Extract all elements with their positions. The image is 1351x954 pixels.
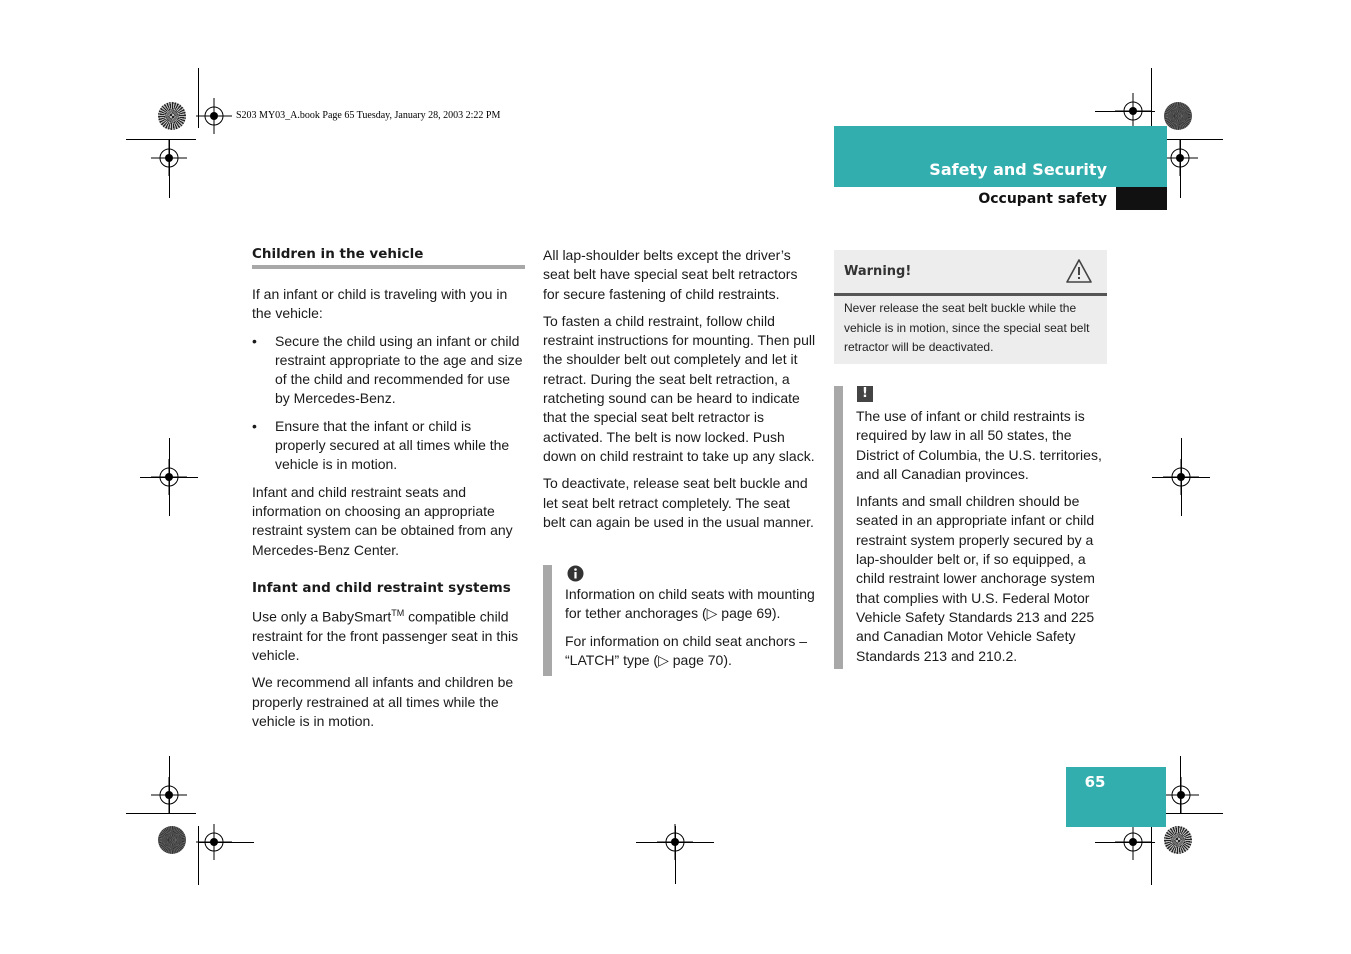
paragraph: We recommend all infants and children be properly restrained at all times while the vehicle is in motion. bbox=[252, 674, 514, 729]
heading-restraint-systems: Infant and child restraint systems bbox=[252, 579, 511, 596]
column-middle bbox=[543, 246, 816, 540]
notice-box bbox=[834, 386, 1109, 669]
bullet-item: • Secure the child using an infant or child restraint appropriate to the age and size of the child and recommended for use by Mercedes-Benz. bbox=[252, 332, 523, 407]
note-bar bbox=[543, 565, 552, 676]
registration-mark-icon bbox=[196, 98, 232, 134]
paragraph: To deactivate, release seat belt buckle and let seat belt retract completely. The seat belt can again be used in the usual manner. bbox=[543, 475, 814, 530]
registration-mark-icon bbox=[1163, 459, 1199, 495]
star-target-icon bbox=[158, 102, 186, 130]
section-header-bar bbox=[834, 126, 1167, 187]
star-target-icon bbox=[158, 826, 186, 854]
warning-rule bbox=[834, 293, 1107, 296]
subsection-title: Occupant safety bbox=[978, 191, 1107, 207]
page-number-box bbox=[1066, 767, 1166, 827]
info-text: For information on child seat anchors – “LATCH” type (▷ page 70). bbox=[565, 632, 808, 668]
info-note bbox=[543, 565, 816, 676]
registration-mark-icon bbox=[1163, 777, 1199, 813]
notice-icon: ! bbox=[857, 386, 873, 402]
registration-mark-icon bbox=[151, 459, 187, 495]
bullet-item: • Ensure that the infant or child is properly secured at all times while the vehicle is in motion. bbox=[252, 417, 510, 473]
info-icon bbox=[567, 565, 584, 582]
info-text: Information on child seats with mounting for tether anchorages (▷ page 69). bbox=[565, 586, 815, 622]
star-target-icon bbox=[1164, 826, 1192, 854]
warning-box bbox=[834, 250, 1107, 364]
registration-mark-icon bbox=[1162, 140, 1198, 176]
registration-mark-icon bbox=[657, 824, 693, 860]
warning-title: Warning! bbox=[844, 264, 912, 279]
registration-mark-icon bbox=[1115, 93, 1151, 129]
registration-mark-icon bbox=[1115, 824, 1151, 860]
paragraph: Infant and child restraint seats and information on choosing an appropriate restraint system can be obtained from any Mercedes-Benz Center. bbox=[252, 483, 513, 558]
star-target-icon bbox=[1164, 102, 1192, 130]
intro-paragraph: If an infant or child is traveling with you in the vehicle: bbox=[252, 286, 508, 322]
page-number: 65 bbox=[1084, 773, 1106, 791]
warning-text: Never release the seat belt buckle while the vehicle is in motion, since the special seat belt retractor will be deactivated. bbox=[844, 301, 1090, 354]
print-info-line: S203 MY03_A.book Page 65 Tuesday, January 28, 2003 2:22 PM bbox=[236, 110, 501, 121]
heading-children-in-vehicle: Children in the vehicle bbox=[252, 246, 424, 262]
column-left bbox=[252, 246, 525, 739]
notice-text: Infants and small children should be seated in an appropriate infant or child restraint system properly secured by a lap-shoulder belt or, if so equipped, a child restraint lower anchorage system that complies with U.S. Federal Motor Vehicle Safety Standards 213 and 225 and Canadian Motor Vehicle Safety Standards 213 and 210.2. bbox=[856, 493, 1095, 664]
note-bar bbox=[834, 386, 843, 669]
paragraph: All lap-shoulder belts except the driver’s seat belt have special seat belt retractors for secure fastening of child restraints. bbox=[543, 247, 798, 302]
registration-mark-icon bbox=[151, 777, 187, 813]
paragraph: Use only a BabySmart™ compatible child restraint for the front passenger seat in this vehicle. bbox=[252, 607, 519, 664]
section-title: Safety and Security bbox=[929, 160, 1107, 179]
warning-triangle-icon bbox=[1065, 258, 1093, 284]
paragraph: To fasten a child restraint, follow child restraint instructions for mounting. Then pull the shoulder belt out completely and let it retract. During the seat belt retraction, a ratcheting sound can be heard to indicate that the special seat belt retractor is activated. The belt is now locked. Push down on child restraint to take up any slack. bbox=[543, 312, 816, 464]
registration-mark-icon bbox=[196, 824, 232, 860]
registration-mark-icon bbox=[151, 140, 187, 176]
notice-text: The use of infant or child restraints is required by law in all 50 states, the District of Columbia, the U.S. territories, and all Canadian provinces. bbox=[856, 408, 1102, 482]
subsection-marker bbox=[1116, 187, 1167, 210]
